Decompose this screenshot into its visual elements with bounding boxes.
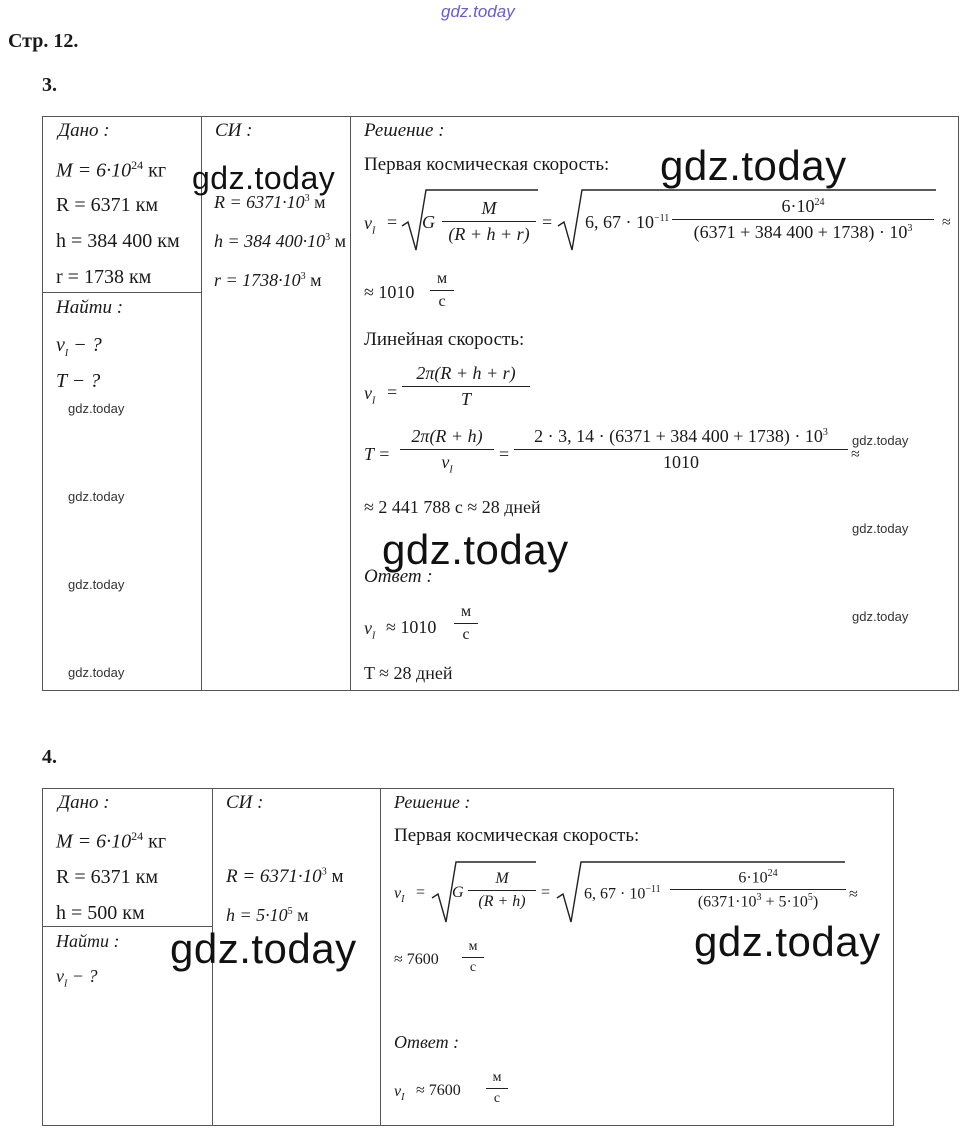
task4-divider-2 (380, 788, 381, 1126)
task3-find-separator (42, 292, 202, 293)
task3-divider-2 (350, 116, 351, 691)
task4-answer-header: Ответ : (394, 1032, 460, 1052)
task3-given-M-lhs: M = 6·10 (56, 159, 132, 182)
task3-f1-fraction2: $6\cdot 10^{24}$ (6371 + 384 $400 + 1738) \cdot 10^3$ (672, 196, 934, 243)
task3-f3-T: T = (364, 444, 391, 464)
task4-si-h: $h = 5\cdot 10^5$ м (226, 905, 309, 925)
task3-find-T: T − ? (56, 370, 101, 392)
task4-given-h: h = 500 км (56, 902, 145, 924)
task4-f1-G: G (452, 884, 464, 901)
task4-si-header: СИ : (226, 792, 264, 813)
task3-given-r: r = 1738 км (56, 266, 152, 288)
task3-f3-fraction2: 2 · 3, 14 · (6371 + 384 $400 + 1738) \cdot 10^3$ 1010 (514, 426, 848, 473)
task3-f3-result: ≈ 2 441 788 с ≈ 28 дней (364, 497, 541, 517)
task4-number: 4. (42, 746, 57, 768)
task4-given-M: $M = 6\cdot 10^{24}$ кг (56, 829, 167, 853)
task4-first-speed-label: Первая космическая скорость: (394, 825, 640, 846)
watermark-small-6: gdz.today (852, 521, 909, 536)
task4-find-v: $v_I$ − ? (56, 966, 98, 990)
task4-find-header: Найти : (56, 931, 120, 951)
task3-ans-val: ≈ 1010 (386, 617, 437, 637)
task3-f1-result: ≈ 1010 (364, 282, 415, 302)
watermark-big-5: gdz.today (694, 918, 881, 965)
task4-f1-result: ≈ 7600 (394, 951, 439, 968)
task3-ans-T: T ≈ 28 дней (364, 663, 453, 683)
task3-f1-const: 6, $67 \cdot 10^{-11}$ (585, 212, 670, 232)
watermark-small-5: gdz.today (852, 433, 909, 448)
task3-f2-eq: = (387, 382, 398, 402)
task3-f1-v: $v_I$ (364, 213, 376, 237)
task3-given-header: Дано : (58, 120, 110, 141)
task4-border-right (893, 788, 894, 1126)
watermark-big-2: gdz.today (660, 142, 847, 189)
task3-f2-v: $v_I$ (364, 383, 376, 407)
task4-f1-v: $v_I$ (394, 885, 405, 906)
task3-f3-fraction: 2π(R + h) $v_I$ (400, 426, 494, 476)
task3-border-bottom (42, 690, 959, 691)
task4-border-left (42, 788, 43, 1126)
task3-number: 3. (42, 74, 57, 96)
task3-answer-header: Ответ : (364, 566, 433, 587)
task3-si-header: СИ : (215, 120, 253, 141)
task3-si-r: $r = 1738\cdot 10^3$ м (214, 270, 322, 290)
task4-f1-approx: ≈ (849, 886, 858, 903)
watermark-small-2: gdz.today (68, 489, 125, 504)
task4-given-R: R = 6371 км (56, 866, 158, 888)
task3-f1-eq: = (387, 212, 398, 232)
task3-border-right (958, 116, 959, 691)
task3-given-M (56, 158, 166, 183)
task3-f3-approx: ≈ (851, 446, 860, 463)
task3-f1-unit: м с (430, 270, 454, 311)
task3-f1-approx: ≈ (942, 214, 951, 231)
task3-divider-1 (201, 116, 202, 691)
task3-ans-unit: м с (454, 603, 478, 644)
task3-given-R: R = 6371 км (56, 194, 158, 216)
watermark-big-3: gdz.today (382, 526, 569, 573)
task3-first-speed-label: Первая космическая скорость: (364, 154, 610, 175)
task4-ans-val: ≈ 7600 (416, 1082, 461, 1099)
task4-f1-eq2: = (541, 884, 551, 901)
task3-border-top (42, 116, 959, 117)
page-label: Стр. 12. (8, 30, 79, 52)
top-watermark: gdz.today (441, 2, 515, 21)
task3-f1-eq2: = (542, 212, 553, 232)
task4-border-bottom (42, 1125, 894, 1126)
task3-find-v: $v_I$ − ? (56, 334, 102, 359)
task3-given-h: h = 384 400 км (56, 230, 180, 252)
watermark-big-4: gdz.today (170, 925, 357, 972)
task4-ans-unit: м с (486, 1070, 508, 1107)
watermark-small-1: gdz.today (68, 401, 125, 416)
task4-f1-const: 6, $67 \cdot 10^{-11}$ (584, 884, 661, 903)
task4-f1-fraction: M (R + h) (468, 870, 536, 911)
task3-solution-header: Решение : (364, 120, 445, 141)
watermark-small-7: gdz.today (852, 609, 909, 624)
task3-f1-fraction: M (R + h + r) (442, 198, 536, 245)
watermark-big-1: gdz.today (192, 160, 336, 196)
task3-given-M-unit: кг (148, 159, 167, 182)
task4-f1-fraction2: $6\cdot 10^{24}$ $(6371\cdot 10^3 + 5\cdot 10^5)$ (670, 868, 846, 912)
task3-f3-eq: = (499, 444, 510, 464)
task4-f1-eq: = (416, 884, 426, 901)
watermark-small-4: gdz.today (68, 665, 125, 680)
task3-find-header: Найти : (56, 297, 124, 318)
task3-si-R: $R = 6371\cdot 10^3$ м (214, 192, 326, 212)
task4-f1-unit: м с (462, 939, 484, 976)
task4-solution-header: Решение : (394, 792, 471, 812)
task3-linear-speed-label: Линейная скорость: (364, 329, 525, 350)
task4-ans-v: $v_I$ (394, 1083, 405, 1104)
watermark-small-3: gdz.today (68, 577, 125, 592)
task4-si-R: $R = 6371\cdot 10^3$ м (226, 866, 344, 887)
task3-border-left (42, 116, 43, 691)
task3-ans-v: $v_I$ (364, 618, 376, 642)
task4-border-top (42, 788, 894, 789)
task3-f1-G: G (422, 212, 435, 232)
task3-f2-fraction: 2π(R + h + r) T (402, 363, 530, 410)
task3-given-M-exp: 24 (131, 158, 144, 172)
task4-given-header: Дано : (58, 792, 110, 813)
task3-si-h: h = 384 $400\cdot 10^3$ м (214, 231, 347, 251)
